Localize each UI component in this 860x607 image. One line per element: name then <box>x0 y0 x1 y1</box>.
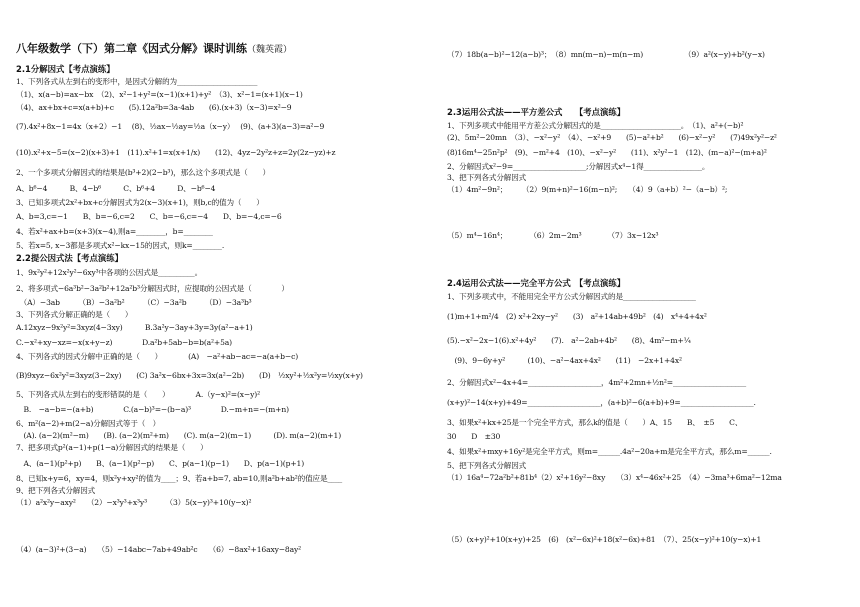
section-2-4-heading: 2.4运用公式法——完全平方公式 【考点演练】 <box>447 278 626 288</box>
question-line: 2、一个多项式分解因式的结果是(b³+2)(2−b³)，那么这个多项式是（ ） <box>16 168 270 177</box>
question-line: （7）18b(a−b)²−12(a−b)³； （8）mn(m−n)−m(n−m) （9）a²(x−y)+b²(y−x) <box>447 50 765 59</box>
question-line: A、b=3,c=−1 B、b=−6,c=2 C、b=−6,c=−4 D、b=−4,c=−6 <box>16 212 282 221</box>
question-line: 6、m²(a−2)+m(2−a)分解因式等于（ ） <box>16 419 161 428</box>
question-line: A.12xyz−9x²y²=3xyz(4−3xy) B.3a²y−3ay+3y=3y(a²−a+1) <box>16 323 253 332</box>
question-line: 5、下列各式从左到右的变形错误的是（ ） A.（y−x)²=(x−y)² <box>16 390 260 399</box>
question-line: 4、若x²+ax+b=(x+3)(x−4),则a=________，b=________ <box>16 227 213 236</box>
question-line: (A). (a−2)(m²−m) (B). (a−2)(m²+m) (C). m(a−2)(m−1) (D). m(a−2)(m+1) <box>16 431 342 440</box>
question-line: 1、9x²y²+12x²y²−6xy³中各项的公因式是__________。 <box>16 268 203 277</box>
worksheet-title <box>16 42 428 57</box>
question-line: (5).−x²−2x−1(6).x²+4y² (7). a²−2ab+4b² (8)、4m²−m+¼ <box>447 336 691 345</box>
question-line: 2、分解因式x²−9=____________________;分解因式x⁴−1得________________。 <box>447 162 710 171</box>
question-line: 5、把下列各式分解因式 <box>447 461 527 470</box>
question-line: （1）a²x²y−axy² （2）−x³y³+x³y³ （3）5(x−y)³+10(y−x)² <box>16 498 252 507</box>
section-2-1-heading: 2.1分解因式【考点演练】 <box>16 64 115 74</box>
author-text: （魏英霞） <box>247 45 293 55</box>
question-line: B. −a−b=−(a+b) C.(a−b)³=−(b−a)³ D.−m+n=−(m+n) <box>16 405 289 414</box>
question-line: （4）(a−3)²+(3−a) （5）−14abc−7ab+49ab²c （6）−8ax²+16axy−8ay² <box>16 545 302 554</box>
question-line: （5）(x+y)²+10(x+y)+25 (6) (x²−6x)²+18(x²−6x)+81 （7）、25(x−y)²+10(y−x)+1 <box>447 535 762 544</box>
question-line: 7、把多项式p²(a−1)+p(1−a)分解因式的结果是（ ） <box>16 443 208 452</box>
title-text: 八年级数学（下）第二章《因式分解》课时训练 <box>16 42 247 55</box>
question-line: （1）16a⁴−72a²b²+81b⁴（2）x²+16y²−8xy （3）x⁴−46x²+25 （4）−3ma³+6ma²−12ma <box>447 473 782 482</box>
question-line: （A）−3ab （B）−3a²b² （C）−3a²b （D）−3a³b³ <box>16 298 252 307</box>
question-line: 3、已知多项式2x²+bx+c分解因式为2(x−3)(x+1)，则b,c的值为（ ） <box>16 198 264 207</box>
question-line: 4、如果x²+mxy+16y²是完全平方式，则m=______.4a²−20a+m是完全平方式，那么m=______. <box>447 447 772 456</box>
question-line: （1）4m²−9n²； （2）9(m+n)²−16(m−n)²; （4）9（a+b）²−（a−b）²; <box>447 185 728 194</box>
question-line: 2、分解因式x²−4x+4=____________________，4m²+2mn+½n²=____________________ <box>447 378 746 387</box>
question-line: (x+y)²−14(x+y)+49=____________________，(a+b)²−6(a+b)+9=____________________. <box>447 398 756 407</box>
section-2-3-heading: 2.3运用公式法——平方差公式 【考点演练】 <box>447 107 626 117</box>
question-line: 3、把下列各式分解因式 <box>447 173 527 182</box>
section-2-2-heading: 2.2提公因式法【考点演练】 <box>16 253 123 263</box>
question-line: (7).4x²+8x−1=4x（x+2）−1 (8)、½ax−½ay=½a（x−y） (9)、(a+3)(a−3)=a²−9 <box>16 122 325 131</box>
question-line: 1、下列多项式中能用平方差公式分解因式的是______________________。 （1)、a²+(−b)² <box>447 121 744 130</box>
question-line: A、b⁶−4 B、4−b⁶ C、b⁶+4 D、−b⁶−4 <box>16 184 216 193</box>
question-line: A、(a−1)(p²+p) B、(a−1)(p²−p) C、p(a−1)(p−1) D、p(a−1)(p+1) <box>16 459 305 468</box>
question-line: 5、若x=5, x−3都是多项式x²−kx−15的因式，则k=________. <box>16 241 225 250</box>
question-line: (10).x²+x−5=(x−2)(x+3)+1 (11).x²+1=x(x+1/x) (12)、4yz−2y²z+z=2y(2z−yz)+z <box>16 148 336 157</box>
question-line: (1)m+1+m²/4 (2) x²+2xy−y² (3) a²+14ab+49b² (4) x⁴+4+4x² <box>447 312 707 321</box>
question-line: 1、下列多项式中，不能用完全平方公式分解因式的是____________________ <box>447 292 696 301</box>
question-line: 8、已知x+y=6，xy=4，则x²y+xy²的值为____；9、若a+b=7, ab=10,则a²b+ab²的值应是____ <box>16 474 343 483</box>
question-line: 3、下列各式分解正确的是（ ） <box>16 310 133 319</box>
question-line: 1、下列各式从左到右的变形中，是因式分解的为______________________ <box>16 77 258 86</box>
question-line: （5）m⁴−16n⁴； （6）2m−2m³ （7）3x−12x³ <box>447 231 659 240</box>
question-line: 3、如果x²+kx+25是一个完全平方式，那么k的值是（ ）A、15 B、 ±5 C、 <box>447 418 743 427</box>
question-line: 2、将多项式−6a³b²−3a²b²+12a²b³分解因式时，应提取的公因式是（ ） <box>16 284 289 293</box>
question-line: 4、下列各式的因式分解中正确的是（ ） (A) −a²+ab−ac=−a(a+b−c) <box>16 352 299 361</box>
question-line: 30 D ±30 <box>447 432 501 441</box>
question-line: (8)16m⁴−25n²p² (9)、−m²+4 (10)、−x²−y² (11)、x²y²−1 (12)、(m−a)²−(m+a)² <box>447 148 767 157</box>
left-column <box>16 0 428 607</box>
right-column <box>447 0 855 607</box>
question-line: (B)9xyz−6x²y²=3xyz(3−2xy) (C) 3a²x−6bx+3x=3x(a²−2b) (D) ½xy²+½x²y=½xy(x+y) <box>16 371 363 380</box>
question-line: (2)、5m²−20mn （3）、−x²−y² （4）、−x²+9 (5)−a²+b² (6)−x²−y² (7)49x²y²−z² <box>447 133 777 142</box>
question-line: （1)、x(a−b)=ax−bx （2)、x²−1+y²=(x−1)(x+1)+y² （3)、x²−1=(x+1)(x−1) <box>16 90 303 99</box>
question-line: C.−x²+xy−xz=−x(x+y−z) D.a²b+5ab−b=b(a²+5a) <box>16 338 232 347</box>
question-line: 9、把下列各式分解因式 <box>16 486 96 495</box>
question-line: (9)、9−6y+y² (10)、−a²−4ax+4x² (11) −2x+1+4x² <box>447 356 682 365</box>
question-line: （4)、ax+bx+c=x(a+b)+c (5).12a²b=3a·4ab (6).(x+3)（x−3)=x²−9 <box>16 103 292 112</box>
